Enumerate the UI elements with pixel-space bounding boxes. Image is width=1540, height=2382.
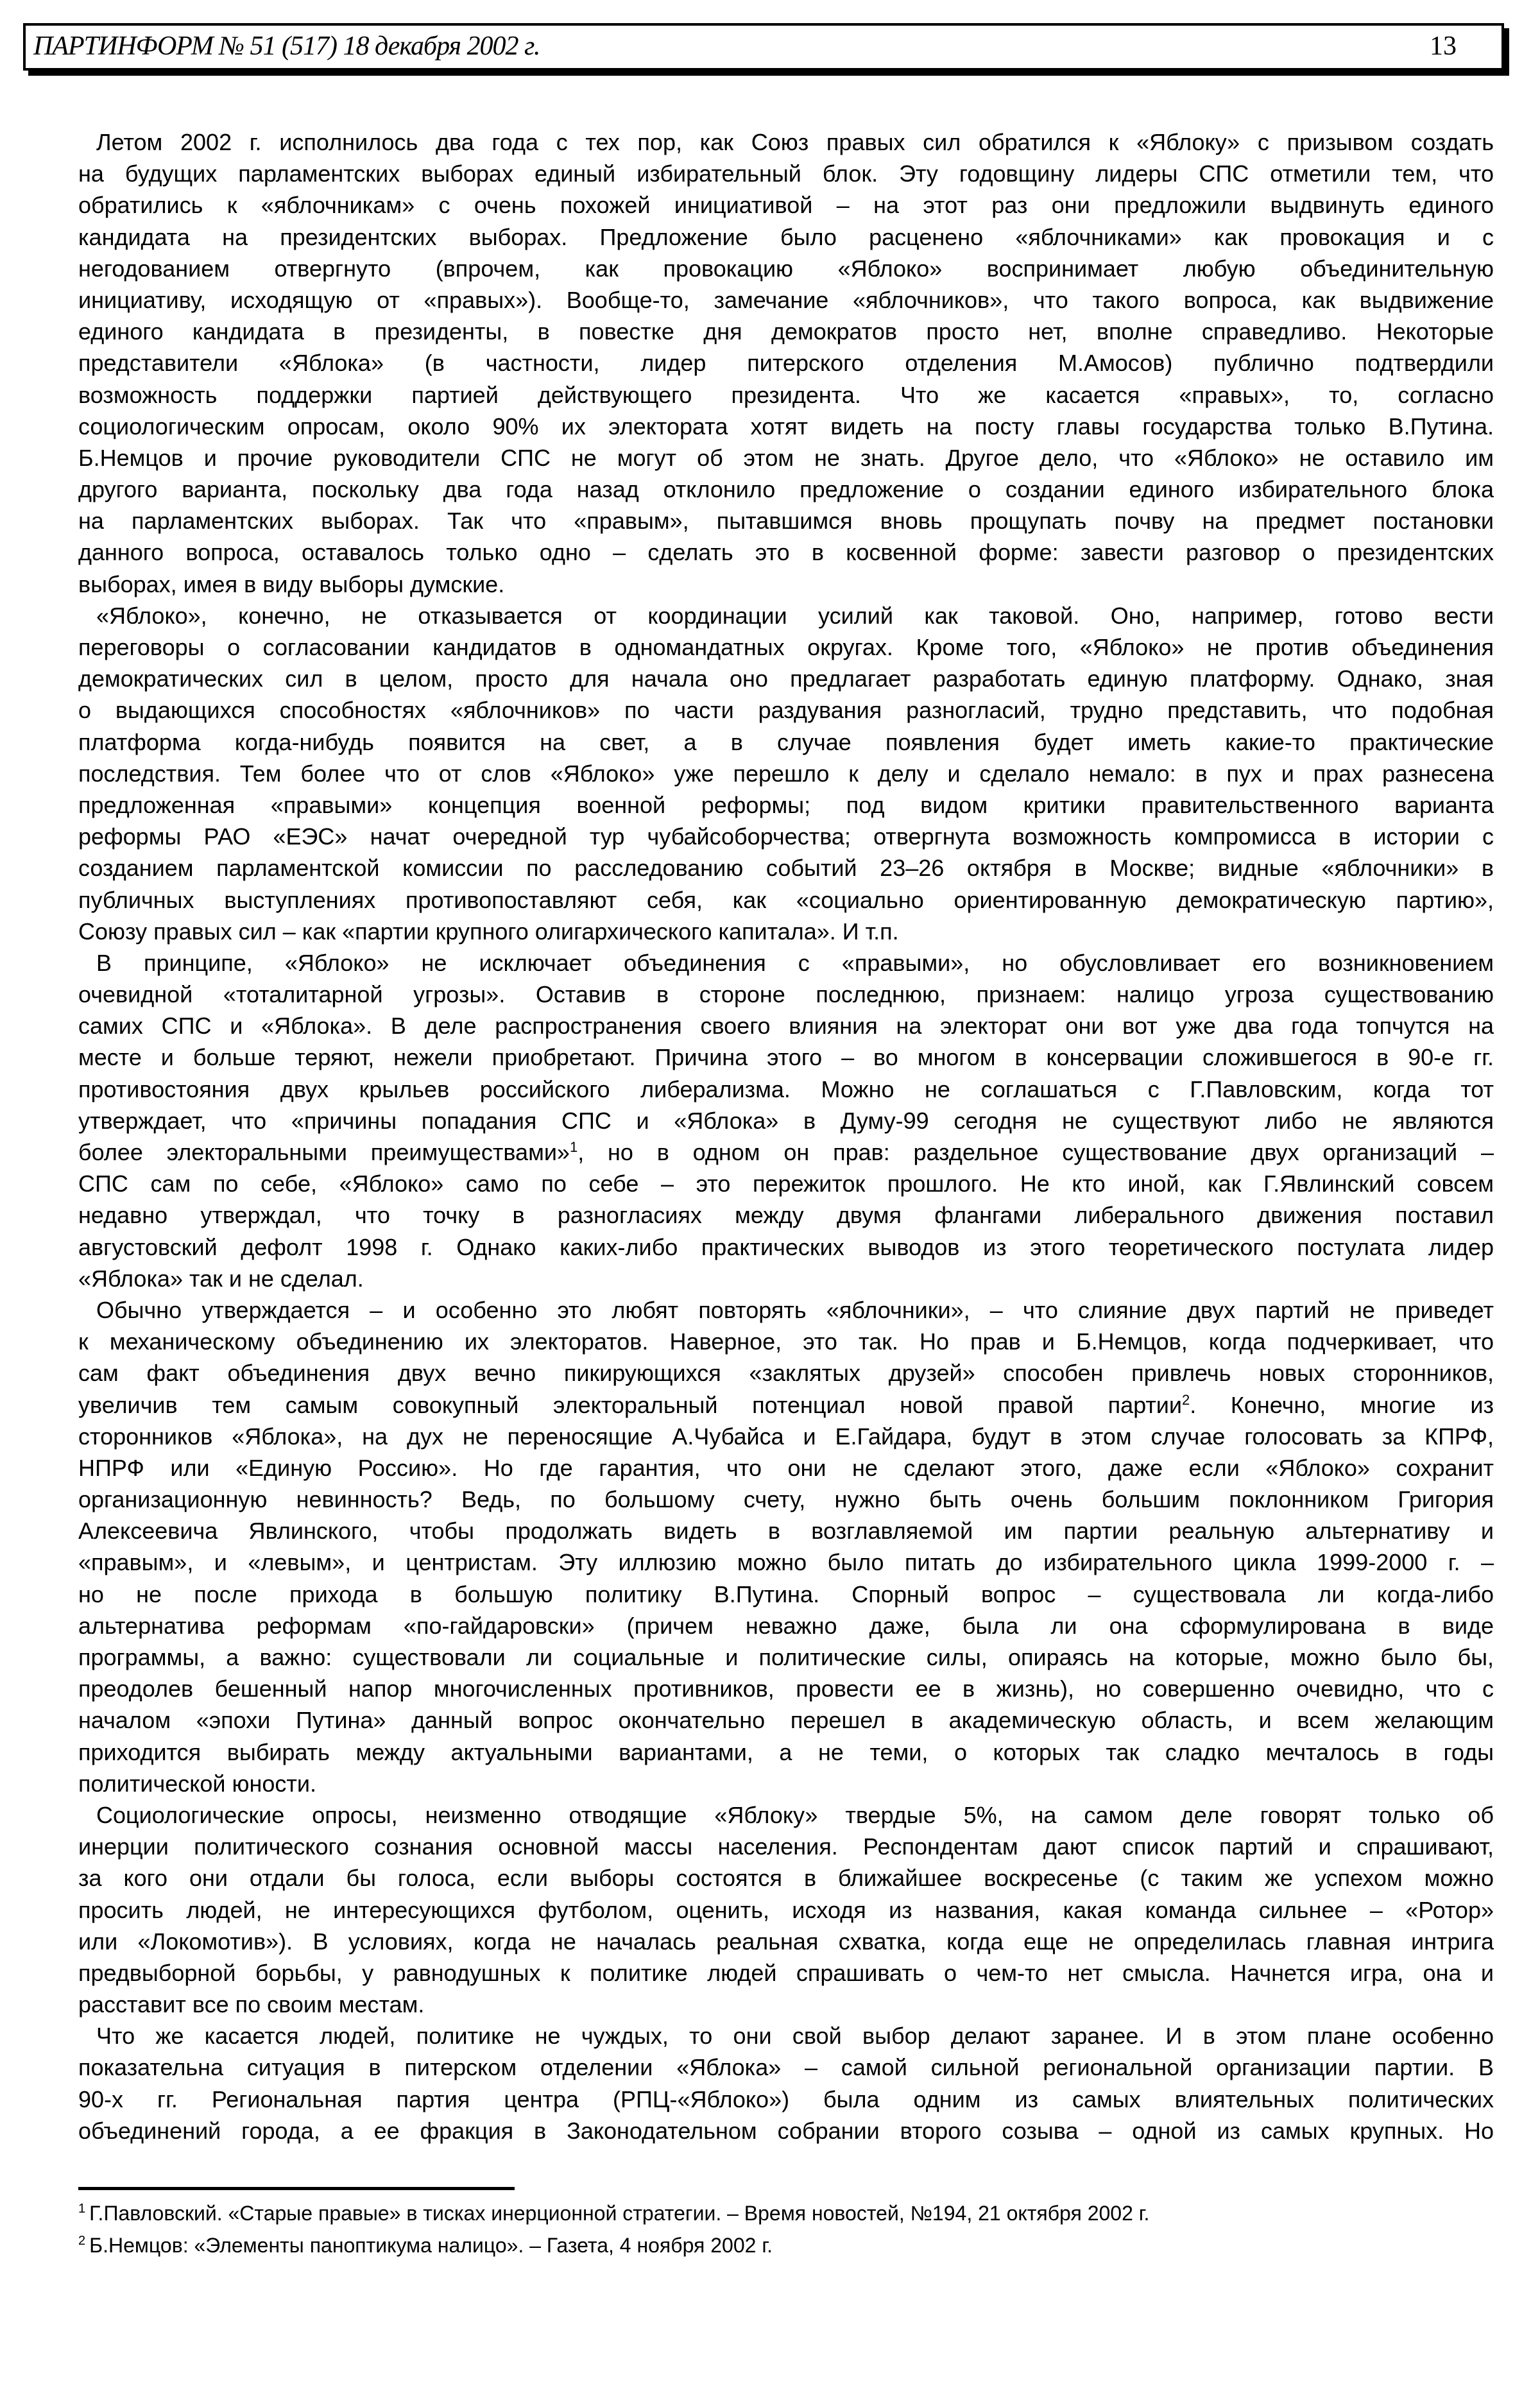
text-line: или «Локомотив»). В условиях, когда не началась реальная схватка, когда еще не определилась главная интрига [78,1928,1494,1955]
line-text: . Конечно, многие из [1190,1391,1494,1418]
article-body [78,126,1494,2146]
text-line: программы, а важно: существовали ли социальные и политические силы, опираясь на которые, можно было бы, [78,1644,1494,1670]
text-line: предвыборной борьбы, у равнодушных к политике людей спрашивать о чем-то нет смысла. Начнется игра, она и [78,1959,1494,1986]
line-text: более электоральными преимуществами» [78,1139,570,1165]
page-header [23,23,1504,71]
text-line: очевидной «тоталитарной угрозы». Оставив в стороне последнюю, признаем: налицо угроза существованию [78,981,1494,1008]
text-line [78,1136,1494,1168]
text-line: августовский дефолт 1998 г. Однако каких-либо практических выводов из этого теоретического постулата лидер [78,1233,1494,1260]
text-line: но не после прихода в большую политику В.Путина. Спорный вопрос – существовала ли когда-либо [78,1581,1494,1607]
text-line: негодованием отвергнуто (впрочем, как провокацию «Яблоко» воспринимает любую объединительную [78,255,1494,282]
text-line: другого варианта, поскольку два года назад отклонило предложение о создании единого избирательного блока [78,476,1494,503]
text-line: альтернатива реформам «по-гайдаровски» (причем неважно даже, была ли она сформулирована в виде [78,1612,1494,1639]
text-line: к механическому объединению их электоратов. Наверное, это так. Но прав и Б.Немцов, когда подчеркивает, что [78,1328,1494,1355]
footnote-number: 2 [78,2234,86,2249]
text-line: противостояния двух крыльев российского либерализма. Можно не соглашаться с Г.Павловским, когда тот [78,1075,1494,1102]
text-line: объединений города, а ее фракция в Законодательном собрании второго созыва – одной из самых крупных. Но [78,2117,1494,2144]
page-number: 13 [1430,31,1457,61]
text-line: инерции политического сознания основной массы населения. Респондентам дают список партий и спрашивают, [78,1833,1494,1860]
text-line: сторонников «Яблока», на дух не переносящие А.Чубайса и Е.Гайдара, будут в этом случае голосовать за КПРФ, [78,1423,1494,1450]
text-line: преодолев бешенный напор многочисленных противников, провести ее в жизнь), но совершенно очевидно, что с [78,1675,1494,1702]
text-line: началом «эпохи Путина» данный вопрос окончательно перешел в академическую область, и всем желающим [78,1707,1494,1734]
footnote-2 [78,2229,1149,2261]
text-line: недавно утверждал, что точку в разногласиях между двумя флангами либерального движения поставил [78,1202,1494,1229]
text-line: 90-х гг. Региональная партия центра (РПЦ-«Яблоко») была одним из самых влиятельных политических [78,2086,1494,2112]
text-line: о выдающихся способностях «яблочников» по части раздувания разногласий, трудно представить, что подобная [78,697,1494,724]
text-line: кандидата на президентских выборах. Предложение было расценено «яблочниками» как провокация и с [78,223,1494,250]
footnote-reference[interactable]: 2 [1182,1391,1190,1408]
text-line: просить людей, не интересующихся футболом, оценить, исходя из названия, какая команда сильнее – «Ротор» [78,1896,1494,1923]
paragraph [78,126,1494,600]
text-line: приходится выбирать между актуальными вариантами, а не теми, о которых так сладко мечталось в годы [78,1738,1494,1765]
text-line: политической юности. [78,1770,317,1797]
text-line: созданием парламентской комиссии по расследованию событий 23–26 октября в Москве; видные «яблочники» в [78,855,1494,882]
text-line [78,1389,1494,1421]
text-line: за кого они отдали бы голоса, если выборы состоятся в ближайшее воскресенье (с таким же успехом можно [78,1865,1494,1892]
text-line: сам факт объединения двух вечно пикирующихся «заклятых друзей» способен привлечь новых сторонников, [78,1360,1494,1387]
line-text: , но в одном он прав: раздельное существование двух организаций – [578,1139,1494,1165]
text-line: представители «Яблока» (в частности, лидер питерского отделения М.Амосов) публично подтвердили [78,350,1494,377]
text-line: организационную невинность? Ведь, по большому счету, нужно быть очень большим поклонником Григория [78,1486,1494,1513]
paragraph [78,1294,1494,1799]
text-line: обратились к «яблочникам» с очень похожей инициативой – на этот раз они предложили выдвинуть единого [78,192,1494,219]
footnote-number: 1 [78,2202,86,2216]
text-line: Летом 2002 г. исполнилось два года с тех пор, как Союз правых сил обратился к «Яблоку» с призывом создать [96,129,1494,155]
text-line: Союзу правых сил – как «партии крупного олигархического капитала». И т.п. [78,918,899,945]
text-line: Алексеевича Явлинского, чтобы продолжать видеть в возглавляемой им партии реальную альтернативу и [78,1518,1494,1545]
text-line: единого кандидата в президенты, в повестке дня демократов просто нет, вполне справедливо. Некоторые [78,318,1494,345]
paragraph [78,1799,1494,2020]
text-line: В принципе, «Яблоко» не исключает объединения с «правыми», но обусловливает его возникновением [96,949,1494,976]
text-line: инициативу, исходящую от «правых»). Вообще-то, замечание «яблочников», что такого вопроса, как выдвижение [78,286,1494,313]
footnotes [78,2197,1149,2261]
footnote-reference[interactable]: 1 [569,1139,578,1155]
text-line: реформы РАО «ЕЭС» начат очередной тур чубайсоборчества; отвергнута возможность компромисса в истории с [78,823,1494,850]
text-line: «Яблоко», конечно, не отказывается от координации усилий как таковой. Оно, например, готово вести [96,602,1494,629]
text-line: самих СПС и «Яблока». В деле распространения своего влияния на электорат они вот уже два года топчутся на [78,1013,1494,1040]
text-line: Что же касается людей, политике не чуждых, то они свой выбор делают заранее. И в этом плане особенно [96,2023,1494,2050]
paragraph [78,600,1494,947]
text-line: Обычно утверждается – и особенно это любят повторять «яблочники», – что слияние двух партий не приведет [96,1296,1494,1323]
text-line: «правым», и «левым», и центристам. Эту иллюзию можно было питать до избирательного цикла 1999-2000 г. – [78,1549,1494,1576]
line-text: увеличив тем самым совокупный электоральный потенциал новой правой партии [78,1391,1183,1418]
text-line: НПРФ или «Единую Россию». Но где гарантия, что они не сделают этого, даже если «Яблоко» сохранит [78,1454,1494,1481]
footnote-divider [78,2187,515,2190]
text-line: Социологические опросы, неизменно отводящие «Яблоку» твердые 5%, на самом деле говорят только об [96,1801,1494,1828]
text-line: демократических сил в целом, просто для начала оно предлагает разработать единую платформу. Однако, зная [78,665,1494,692]
text-line: предложенная «правыми» концепция военной реформы; под видом критики правительственного варианта [78,791,1494,818]
paragraph [78,2020,1494,2146]
footnote-text: Г.Павловский. «Старые правые» в тисках инерционной стратегии. – Время новостей, №194, 21 октября 2002 г. [89,2202,1150,2225]
text-line: Б.Немцов и прочие руководители СПС не могут об этом не знать. Другое дело, что «Яблоко» не оставило им [78,444,1494,471]
footnote-1 [78,2197,1149,2229]
text-line: «Яблока» так и не сделал. [78,1265,364,1292]
text-line: на парламентских выборах. Так что «правым», пытавшимся вновь прощупать почву на предмет постановки [78,508,1494,535]
text-line: на будущих парламентских выборах единый избирательный блок. Эту годовщину лидеры СПС отметили тем, что [78,160,1494,187]
text-line: возможность поддержки партией действующего президента. Что же касается «правых», то, согласно [78,381,1494,408]
text-line: последствия. Тем более что от слов «Яблоко» уже перешло к делу и сделало немало: в пух и прах разнесена [78,760,1494,787]
text-line: показательна ситуация в питерском отделении «Яблока» – самой сильной региональной организации партии. В [78,2054,1494,2081]
text-line: платформа когда-нибудь появится на свет, а в случае появления будет иметь какие-то практические [78,728,1494,755]
text-line: публичных выступлениях противопоставляют себя, как «социально ориентированную демократическую партию», [78,886,1494,913]
text-line: утверждает, что «причины попадания СПС и «Яблока» в Думу-99 сегодня не существуют либо не являются [78,1107,1494,1134]
text-line: СПС сам по себе, «Яблоко» само по себе – это пережиток прошлого. Не кто иной, как Г.Явлинский совсем [78,1170,1494,1197]
text-line: социологическим опросам, около 90% их электората хотят видеть на посту главы государства только В.Путина. [78,413,1494,440]
text-line: месте и больше теряют, нежели приобретают. Причина этого – во многом в консервации сложившегося в 90-е гг. [78,1044,1494,1071]
footnote-text: Б.Немцов: «Элементы паноптикума налицо». – Газета, 4 ноября 2002 г. [89,2234,773,2257]
publication-title: ПАРТИНФОРМ № 51 (517) 18 декабря 2002 г. [33,31,540,61]
text-line: переговоры о согласовании кандидатов в одномандатных округах. Кроме того, «Яблоко» не против объединения [78,634,1494,660]
text-line: данного вопроса, оставалось только одно – сделать это в косвенной форме: завести разговор о президентских [78,539,1494,566]
paragraph [78,947,1494,1294]
text-line: выборах, имея в виду выборы думские. [78,570,505,597]
text-line: расставит все по своим местам. [78,1991,425,2018]
